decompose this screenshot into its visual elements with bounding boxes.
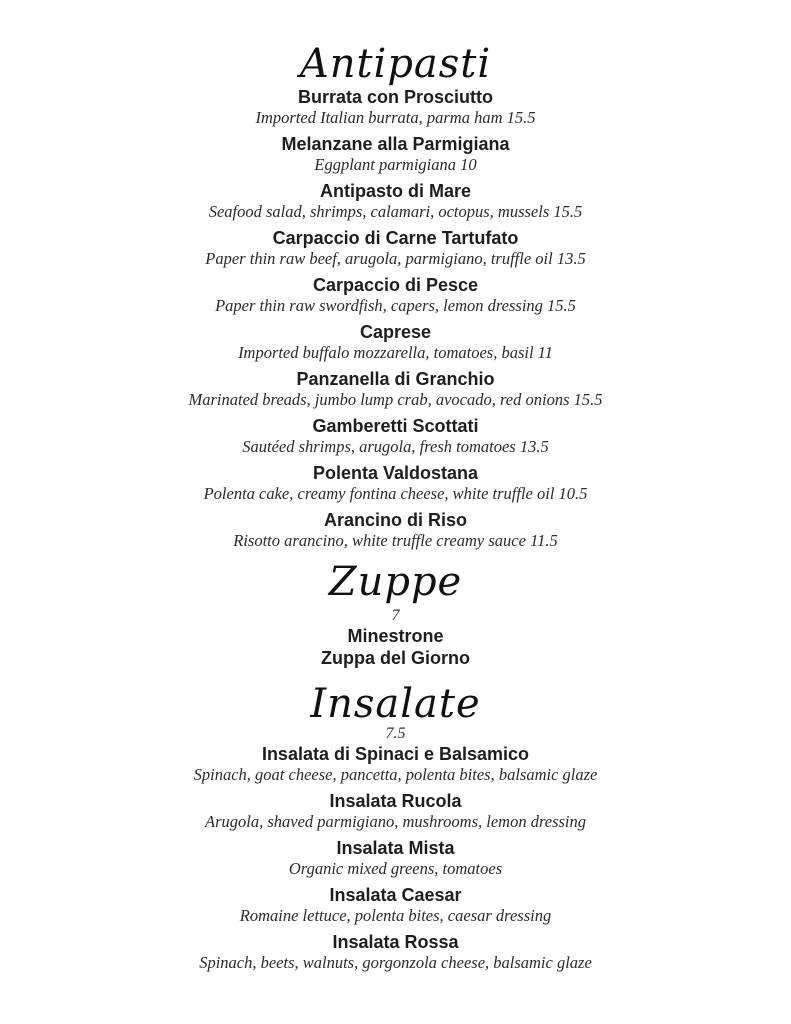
item-name: Polenta Valdostana <box>312 463 479 483</box>
menu-item <box>0 509 791 556</box>
item-description: Seafood salad, shrimps, calamari, octopus, mussels 15.5 <box>208 202 583 221</box>
menu-item <box>0 884 791 931</box>
item-description: Spinach, beets, walnuts, gorgonzola cheese, balsamic glaze <box>199 953 592 972</box>
menu-item <box>0 274 791 321</box>
item-name: Melanzane alla Parmigiana <box>281 134 510 154</box>
item-name: Insalata Mista <box>336 838 455 858</box>
menu-item <box>0 133 791 180</box>
antipasti-heading: Antipasti <box>299 41 492 87</box>
item-name: Antipasto di Mare <box>319 181 471 201</box>
item-name: Panzanella di Granchio <box>296 369 495 389</box>
item-description: Paper thin raw swordfish, capers, lemon dressing 15.5 <box>215 296 576 315</box>
item-description: Spinach, goat cheese, pancetta, polenta bites, balsamic glaze <box>193 765 598 784</box>
item-description: Organic mixed greens, tomatoes <box>288 859 503 878</box>
insalate-price: 7.5 <box>385 725 406 742</box>
zuppe-heading: Zuppe <box>328 559 463 605</box>
item-name: Insalata Caesar <box>329 885 462 905</box>
item-description: Romaine lettuce, polenta bites, caesar dressing <box>239 906 552 925</box>
menu-item <box>0 462 791 509</box>
item-name: Insalata di Spinaci e Balsamico <box>261 744 530 764</box>
menu-item <box>0 743 791 790</box>
item-description: Imported buffalo mozzarella, tomatoes, basil 11 <box>238 343 553 362</box>
menu-item <box>0 931 791 978</box>
item-name: Insalata Rucola <box>329 791 462 811</box>
menu-item <box>0 647 791 669</box>
item-name: Insalata Rossa <box>332 932 459 952</box>
item-description: Polenta cake, creamy fontina cheese, white truffle oil 10.5 <box>203 484 588 503</box>
item-description: Arugola, shaved parmigiano, mushrooms, lemon dressing <box>204 812 587 831</box>
menu-item <box>0 227 791 274</box>
menu-item <box>0 321 791 368</box>
item-name: Carpaccio di Pesce <box>312 275 479 295</box>
item-name: Burrata con Prosciutto <box>297 87 494 107</box>
item-description: Imported Italian burrata, parma ham 15.5 <box>255 108 536 127</box>
item-description: Marinated breads, jumbo lump crab, avocado, red onions 15.5 <box>188 390 603 409</box>
zuppe-price: 7 <box>391 607 400 624</box>
item-description: Eggplant parmigiana 10 <box>314 155 477 174</box>
antipasti-list <box>0 86 791 556</box>
insalate-heading: Insalate <box>310 681 481 727</box>
item-description: Paper thin raw beef, arugola, parmigiano, truffle oil 13.5 <box>205 249 586 268</box>
menu-item <box>0 415 791 462</box>
item-name: Zuppa del Giorno <box>321 648 470 668</box>
insalate-list <box>0 743 791 978</box>
menu-item <box>0 790 791 837</box>
menu-item <box>0 368 791 415</box>
item-description: Risotto arancino, white truffle creamy sauce 11.5 <box>233 531 558 550</box>
menu-item <box>0 837 791 884</box>
zuppe-list <box>0 625 791 669</box>
item-name: Carpaccio di Carne Tartufato <box>272 228 519 248</box>
item-name: Arancino di Riso <box>323 510 467 530</box>
item-name: Gamberetti Scottati <box>312 416 479 436</box>
menu-item <box>0 86 791 133</box>
menu-item <box>0 625 791 647</box>
item-name: Minestrone <box>347 626 444 646</box>
item-name: Caprese <box>359 322 432 342</box>
menu-item <box>0 180 791 227</box>
item-description: Sautéed shrimps, arugola, fresh tomatoes 13.5 <box>242 437 549 456</box>
